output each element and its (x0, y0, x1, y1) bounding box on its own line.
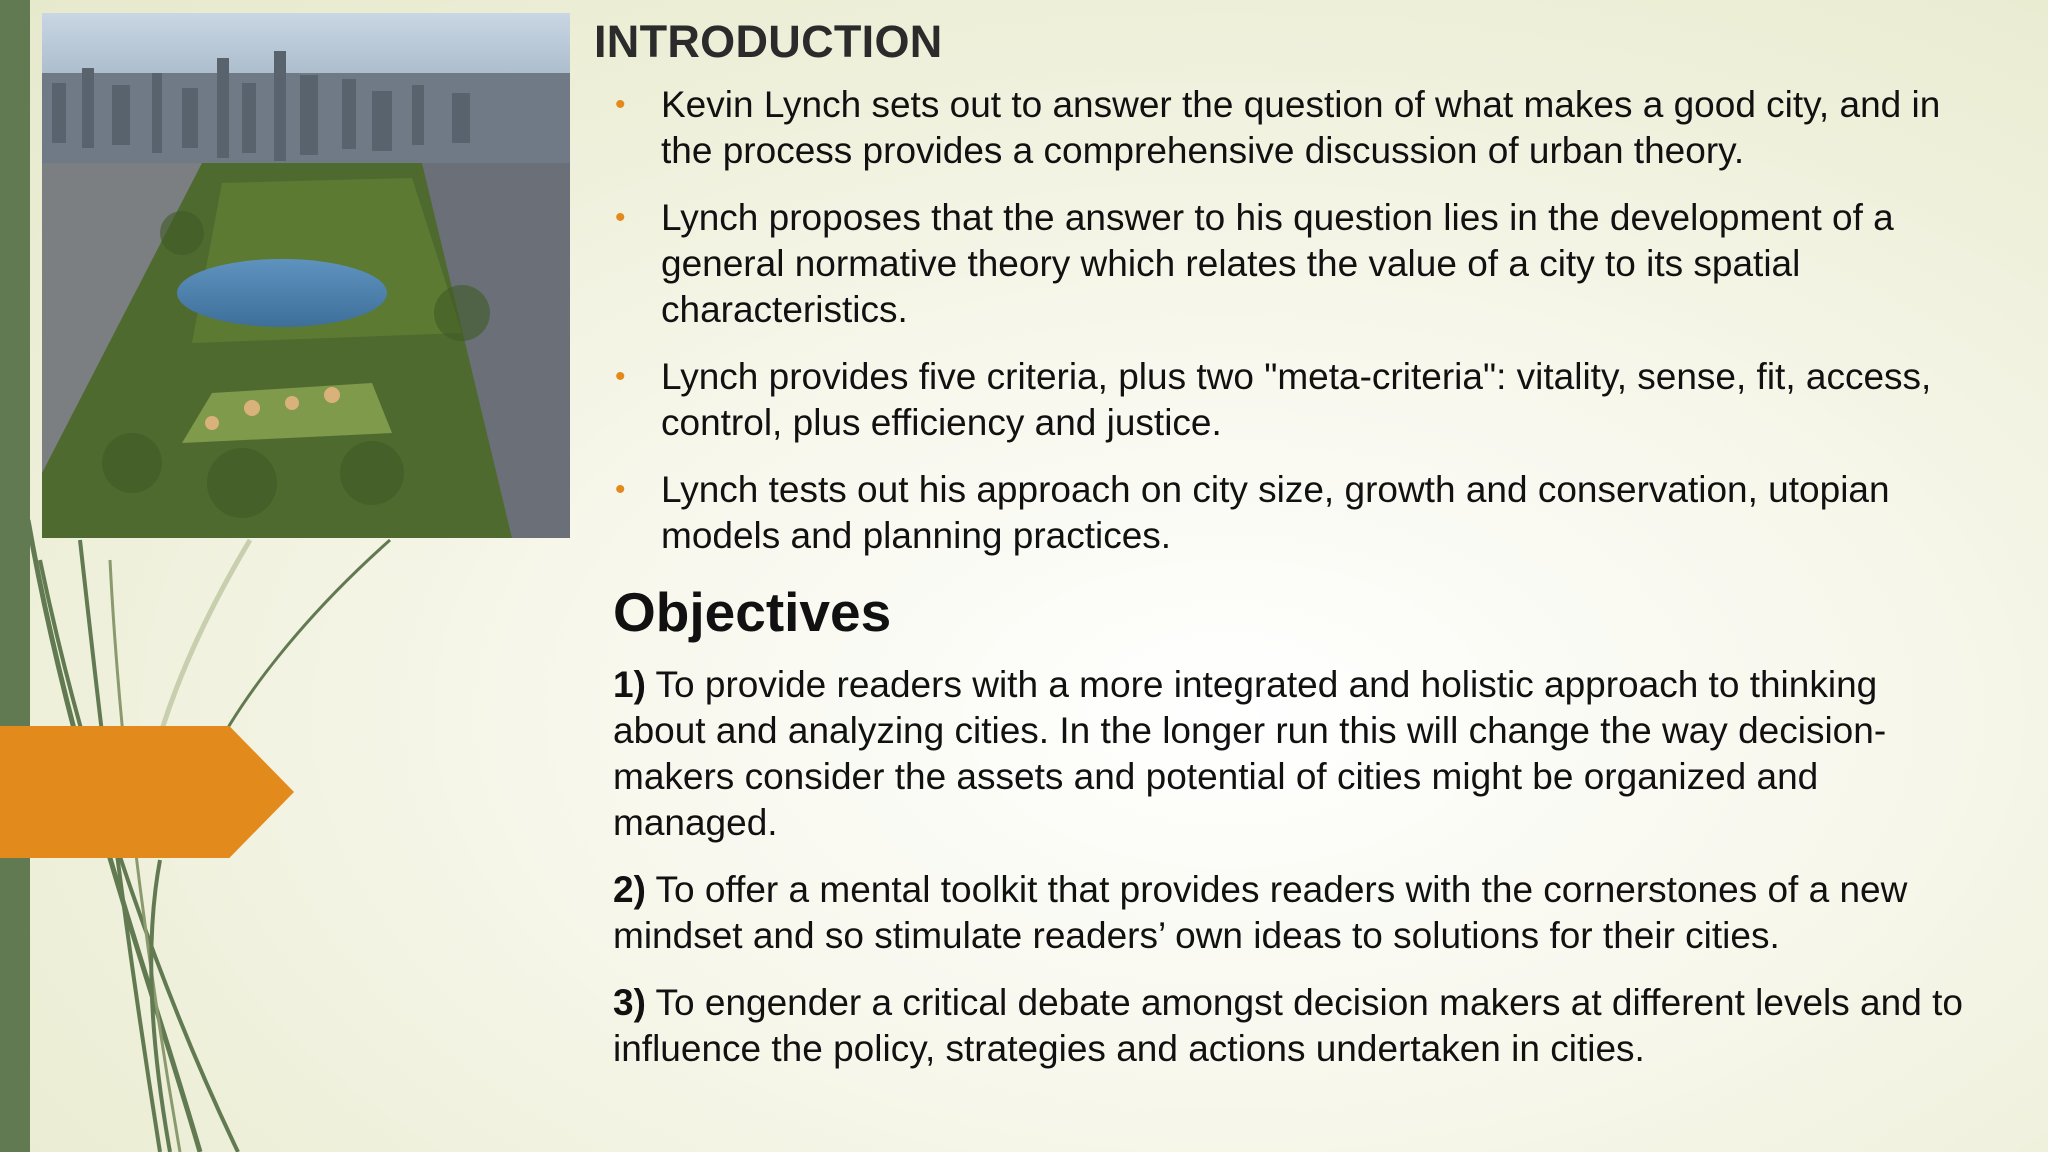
bullet-text: Lynch provides five criteria, plus two "meta-criteria": vitality, sense, fit, access, control, plus efficiency and justice. (661, 356, 1932, 443)
introduction-bullet-list (594, 82, 1974, 559)
introduction-heading: INTRODUCTION (594, 16, 943, 67)
objectives-heading: Objectives (613, 581, 892, 643)
bullet-item (615, 195, 1974, 333)
objective-item (613, 867, 1974, 959)
objective-text: To engender a critical debate amongst decision makers at different levels and to influence the policy, strategies and actions undertaken in cities. (613, 982, 1963, 1069)
bullet-item (615, 82, 1974, 174)
objectives-list (594, 662, 1974, 1072)
slide-content (594, 16, 1974, 1093)
bullet-dot-icon: • (615, 88, 626, 121)
objective-text: To provide readers with a more integrated and holistic approach to thinking about and analyzing cities. In the longer run this will change the way decision- makers consider the assets and potential of cities might be organized and managed. (613, 664, 1887, 843)
bullet-dot-icon: • (615, 201, 626, 234)
objective-number: 3) (613, 982, 646, 1023)
bullet-dot-icon: • (615, 473, 626, 506)
bullet-item (615, 467, 1974, 559)
bullet-text: Lynch tests out his approach on city size, growth and conservation, utopian models and planning practices. (661, 469, 1890, 556)
objective-number: 2) (613, 869, 646, 910)
bullet-dot-icon: • (615, 360, 626, 393)
objective-item (613, 980, 1974, 1072)
objective-item (613, 662, 1974, 846)
bullet-item (615, 354, 1974, 446)
objective-text: To offer a mental toolkit that provides readers with the cornerstones of a new mindset and so stimulate readers’ own ideas to solutions for their cities. (613, 869, 1908, 956)
objective-number: 1) (613, 664, 646, 705)
bullet-text: Kevin Lynch sets out to answer the question of what makes a good city, and in the process provides a comprehensive discussion of urban theory. (661, 84, 1941, 171)
central-park-photo (42, 13, 570, 538)
bullet-text: Lynch proposes that the answer to his question lies in the development of a general normative theory which relates the value of a city to its spatial characteristics. (661, 197, 1894, 330)
